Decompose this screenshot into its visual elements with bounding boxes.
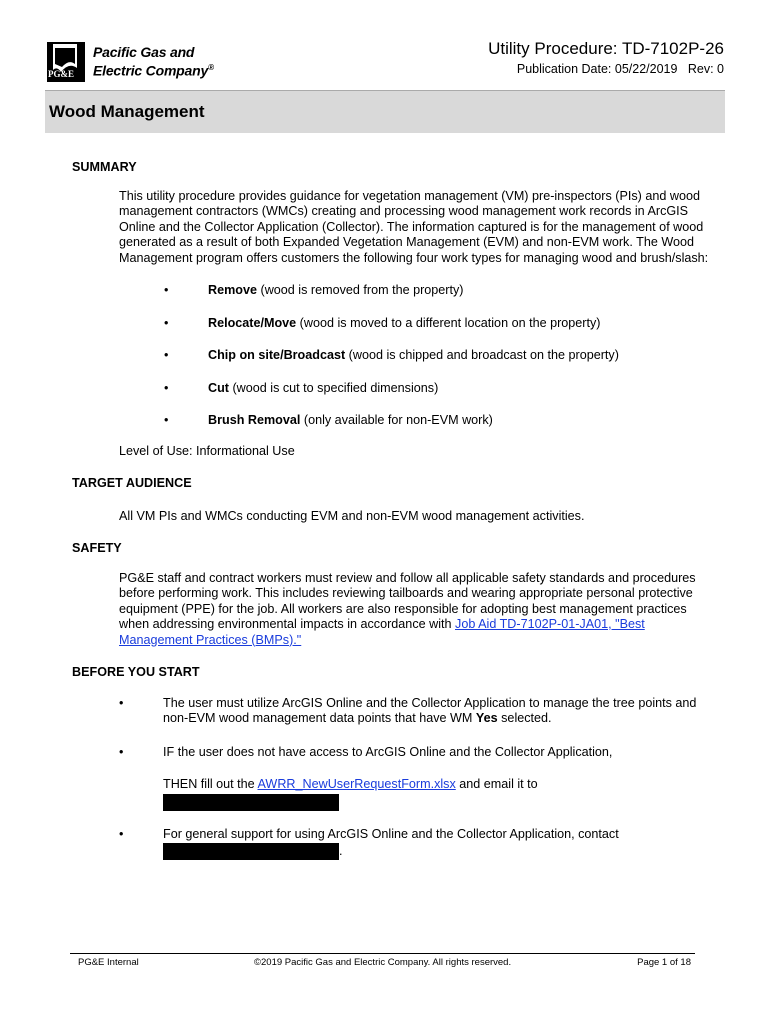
target-audience-text: All VM PIs and WMCs conducting EVM and non-EVM wood management activities. [119, 508, 585, 523]
work-type-name: Relocate/Move [208, 315, 297, 330]
list-item [164, 413, 712, 429]
revision: Rev: 0 [687, 62, 724, 76]
company-name-line2: Electric Company [93, 62, 209, 79]
list-item [119, 696, 712, 727]
level-of-use: Level of Use: Informational Use [119, 443, 295, 458]
publication-info [488, 62, 724, 76]
footer-page-number: Page 1 of 18 [637, 957, 691, 968]
company-name [93, 45, 214, 79]
step-then: THEN fill out the [163, 777, 258, 791]
safety-heading: SAFETY [72, 541, 122, 555]
footer-copyright: ©2019 Pacific Gas and Electric Company. All rights reserved. [254, 957, 512, 968]
work-type-name: Cut [208, 380, 229, 395]
work-type-name: Chip on site/Broadcast [208, 348, 346, 362]
step-condition: • IF the user does not have access to ArcGIS Online and the Collector Application, [163, 744, 613, 759]
before-you-start-heading: BEFORE YOU START [72, 665, 200, 679]
step-text: The user must utilize ArcGIS Online and the Collector Application to manage the tree points and non-EVM wood management data points that have WM [163, 695, 697, 725]
procedure-title: Utility Procedure: TD-7102P-26 [488, 39, 724, 58]
list-item [164, 348, 712, 364]
bmp-job-aid-link[interactable]: Job Aid TD-7102P-01-JA01, "Best Management Practices (BMPs)." [119, 617, 645, 647]
work-type-desc: (wood is chipped and broadcast on the property) [345, 348, 619, 362]
list-item [119, 745, 712, 811]
list-item [164, 283, 712, 299]
title-bar [45, 90, 725, 133]
redaction-bar [163, 794, 339, 811]
work-type-name: Brush Removal [208, 413, 301, 427]
step-emphasis: Yes [475, 711, 498, 725]
step-text-end: selected. [497, 711, 552, 725]
list-item [164, 381, 712, 397]
page-footer [70, 953, 695, 968]
summary-text: This utility procedure provides guidance for vegetation management (VM) pre-inspectors (PIs) and wood management contractors (WMCs) creating and processing wood management work records in ArcGIS Online and the Collector Application (Collector). The information captured is for the management of wood generated as a result of both Expanded Vegetation Management (EVM) and non-EVM work. The Wood Management program offers customers the following four work types for managing wood and brush/slash: [119, 188, 709, 265]
pge-logo-mark [47, 42, 85, 82]
registered-mark: ® [208, 63, 214, 73]
document-title: Wood Management [49, 102, 205, 121]
company-name-line1: Pacific Gas and [93, 44, 195, 61]
step-text-end: and email it to [455, 777, 538, 791]
footer-classification: PG&E Internal [78, 957, 139, 968]
step-period: . [339, 843, 343, 858]
target-audience-heading: TARGET AUDIENCE [72, 476, 192, 490]
publication-date: Publication Date: 05/22/2019 [516, 62, 678, 76]
summary-heading: SUMMARY [72, 160, 137, 174]
safety-body: PG&E staff and contract workers must review and follow all applicable safety standards and procedures before performing work. This includes reviewing tailboards and wearing appropriate personal protective equipment (PPE) for the job. All workers are also responsible for adopting best management practices when addressing environmental impacts in accordance with [119, 570, 696, 631]
step-instruction [163, 777, 712, 793]
work-type-name: Remove [208, 283, 257, 297]
redacted-email [163, 794, 712, 811]
list-item [119, 827, 712, 861]
new-user-form-link[interactable]: AWRR_NewUserRequestForm.xlsx [257, 777, 456, 791]
work-types-list [164, 283, 712, 429]
work-type-desc: (wood is cut to specified dimensions) [228, 380, 439, 395]
redacted-contact [163, 843, 712, 860]
document-header [488, 38, 724, 76]
work-type-desc: (wood is moved to a different location on the property) [296, 315, 601, 330]
safety-text [119, 571, 712, 649]
work-type-desc: (only available for non-EVM work) [300, 413, 493, 427]
work-type-desc: (wood is removed from the property) [257, 283, 464, 297]
logo-abbreviation: PG&E [48, 69, 74, 79]
step-support: • For general support for using ArcGIS Online and the Collector Application, contact [163, 826, 619, 841]
list-item [164, 316, 712, 332]
before-you-start-list [119, 696, 712, 861]
document-body [72, 160, 712, 860]
redaction-bar [163, 843, 339, 860]
pge-logo [47, 42, 214, 82]
